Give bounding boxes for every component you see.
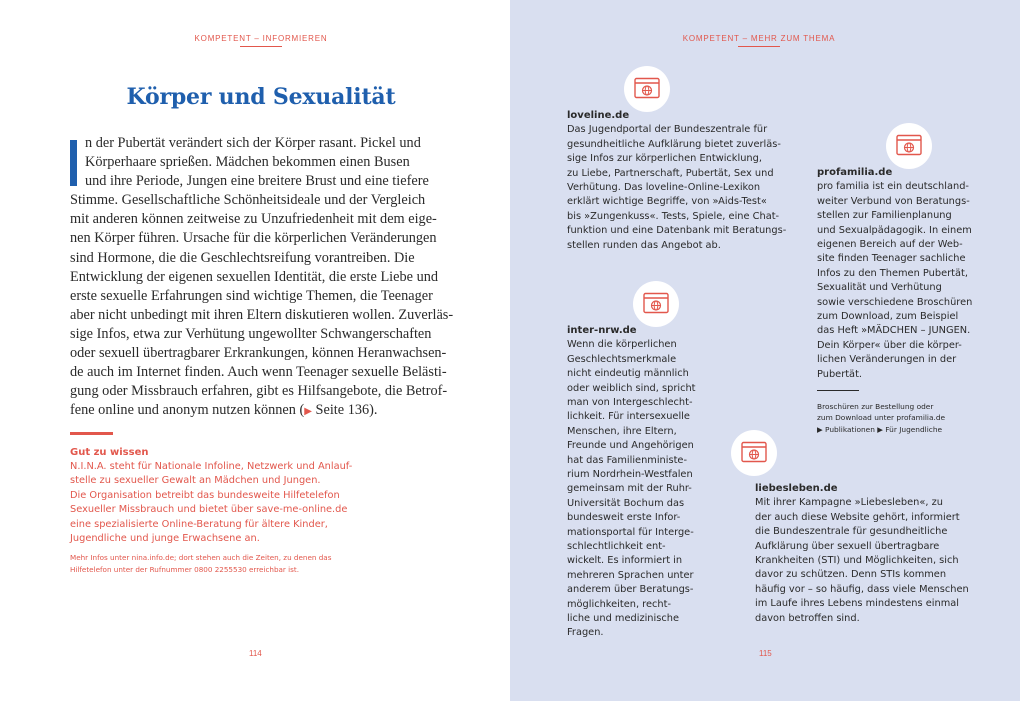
entry-line: Das Jugendportal der Bundeszentrale für xyxy=(567,124,768,136)
entry-line: mehreren Sprachen unter xyxy=(567,569,694,581)
body-line: aber nicht unbedingt mit ihren Eltern diskutieren wollen. Zuverläs- xyxy=(70,306,454,323)
body-line: oder sexuell übertragbarer Erkrankungen, können Heranwachsen- xyxy=(70,345,447,362)
body-line: und ihre Periode, Jungen eine breitere Brust und eine tiefere xyxy=(85,173,429,190)
body-line: n der Pubertät verändert sich der Körper rasant. Pickel und xyxy=(85,135,421,151)
running-head-rule xyxy=(240,46,282,47)
body-line-last: fene online und anonym nutzen können (▶ Seite 136). xyxy=(70,402,378,419)
entry-line: Universität Bochum das xyxy=(567,497,685,509)
page-number-left: 114 xyxy=(249,649,262,658)
note-line: ▶ Publikationen ▶ Für Jugendliche xyxy=(817,424,943,434)
entry-line: lichen Veränderungen in der xyxy=(817,354,957,366)
entry-line: bundesweit erste Infor- xyxy=(567,512,681,524)
entry-line: gesundheitliche Aufklärung bietet zuverläs- xyxy=(567,138,781,150)
info-box-footnote: Hilfetelefon unter der Rufnummer 0800 2255530 erreichbar ist. xyxy=(70,564,300,574)
body-line: Körperhaare sprießen. Mädchen bekommen einen Busen xyxy=(85,154,410,171)
entry-line: die Bundeszentrale für gesundheitliche xyxy=(755,526,948,538)
entry-line: funktion und eine Datenbank mit Beratungs- xyxy=(567,225,787,237)
entry-line: rium Nordrhein-Westfalen xyxy=(567,468,693,480)
entry-line: häufig vor – so häufig, dass viele Menschen xyxy=(755,583,969,595)
note-line: zum Download unter profamilia.de xyxy=(817,413,946,423)
browser-globe-icon xyxy=(731,430,777,476)
info-box-line: eine spezialisierte Online-Beratung für ältere Kinder, xyxy=(70,518,328,530)
body-line: gung oder Missbrauch erfahren, gibt es Hilfsangebote, die Betrof- xyxy=(70,383,448,400)
entry-liebesleben xyxy=(755,482,969,626)
entry-heading-link[interactable]: loveline.de xyxy=(567,110,630,121)
entry-line: davon betroffen sind. xyxy=(755,612,860,624)
entry-line: der auch diese Website gehört, informiert xyxy=(755,511,960,523)
entry-line: anderem über Beratungs- xyxy=(567,584,694,596)
entry-line: Aufklärung über sexuell übertragbare xyxy=(755,540,940,552)
entry-line: erklärt wichtige Begriffe, von »Aids-Test« xyxy=(567,196,767,208)
note-line: Broschüren zur Bestellung oder xyxy=(817,402,934,411)
entry-line: site finden Teenager sachliche xyxy=(817,253,966,265)
entry-line: oder weiblich sind, spricht xyxy=(567,382,696,394)
entry-line: pro familia ist ein deutschland- xyxy=(817,181,969,193)
entry-line: Menschen, ihre Eltern, xyxy=(567,425,677,437)
entry-line: bis »Zungenkuss«. Tests, Spiele, eine Chat- xyxy=(567,210,780,222)
entry-line: nicht eindeutig männlich xyxy=(567,368,689,380)
entry-line: gemeinsam mit der Ruhr- xyxy=(567,483,692,495)
entry-line: davor zu schützen. Denn STIs kommen xyxy=(755,569,947,581)
entry-line: lichkeit. Für intersexuelle xyxy=(567,411,690,423)
entry-line: möglichkeiten, recht- xyxy=(567,598,671,610)
info-box-gut-zu-wissen xyxy=(70,446,370,575)
browser-globe-icon xyxy=(886,123,932,169)
info-box-rule xyxy=(70,432,113,435)
entry-line: das Heft »MÄDCHEN – JUNGEN. xyxy=(817,325,971,337)
entry-line: eigenen Bereich auf der Web- xyxy=(817,238,963,250)
info-box-line: Sexueller Missbrauch und bietet über save-me-online.de xyxy=(70,504,348,516)
body-line: erste sexuelle Erfahrungen sind wichtige Themen, die Teenager xyxy=(70,287,433,304)
entry-line: und Sexualpädagogik. In einem xyxy=(817,224,972,236)
entry-line: sowie verschiedene Broschüren xyxy=(817,296,973,308)
entry-line: stellen runden das Angebot ab. xyxy=(567,239,721,251)
body-line: sind Hormone, die die Geschlechtsreifung vorantreiben. Die xyxy=(70,249,415,266)
entry-line: Krankheiten (STI) und Möglichkeiten, sich xyxy=(755,554,959,566)
entry-line: mationsportal für Interge- xyxy=(567,526,694,538)
entry-line: liche und medizinische xyxy=(567,613,679,625)
entry-heading-link[interactable]: profamilia.de xyxy=(817,167,893,178)
entry-line: Freunde und Angehörigen xyxy=(567,440,694,452)
entry-line: schlechtlichkeit ent- xyxy=(567,540,666,552)
page-ref-link[interactable]: Seite 136). xyxy=(311,402,378,419)
entry-line: Fragen. xyxy=(567,627,604,639)
entry-line: Wenn die körperlichen xyxy=(567,339,677,351)
entry-line: man von Intergeschlecht- xyxy=(567,396,693,408)
info-box-footnote: Mehr Infos unter nina.info.de; dort stehen auch die Zeiten, zu denen das xyxy=(70,553,332,563)
entry-inter-nrw xyxy=(567,324,696,641)
body-line: sige Infos, etwa zur Verhütung ungewollter Schwangerschaften xyxy=(70,325,432,342)
profamilia-note xyxy=(817,401,945,435)
info-box-line: Die Organisation betreibt das bundesweite Hilfetelefon xyxy=(70,489,340,501)
entry-line: im Laufe ihres Lebens mindestens einmal xyxy=(755,598,959,610)
entry-line: Verhütung. Das loveline-Online-Lexikon xyxy=(567,181,761,193)
entry-line: zu Liebe, Partnerschaft, Pubertät, Sex und xyxy=(567,167,774,179)
page-title: Körper und Sexualität xyxy=(126,84,396,110)
entry-line: Dein Körper« über die körper- xyxy=(817,339,962,351)
body-line: mit anderen können zeitweise zu Unzufriedenheit mit dem eige- xyxy=(70,211,437,228)
body-line: nen Körper führen. Ursache für die körperlichen Veränderungen xyxy=(70,230,437,247)
entry-line: hat das Familienministe- xyxy=(567,454,687,466)
entry-line: zum Download, zum Beispiel xyxy=(817,310,959,322)
entry-line: Geschlechtsmerkmale xyxy=(567,353,677,365)
entry-line: Pubertät. xyxy=(817,368,863,380)
entry-line: Mit ihrer Kampagne »Liebesleben«, zu xyxy=(755,497,943,509)
page-ref-arrow-icon: ▶ xyxy=(304,406,312,418)
entry-line: wickelt. Es informiert in xyxy=(567,555,683,567)
body-line: Entwicklung der eigenen sexuellen Identität, die erste Liebe und xyxy=(70,268,439,285)
entry-line: Sexualität und Verhütung xyxy=(817,282,942,294)
page-number-right: 115 xyxy=(759,649,772,658)
browser-globe-icon xyxy=(633,281,679,327)
entry-profamilia xyxy=(817,166,972,382)
body-line: de auch im Internet finden. Auch wenn Teenager sexuelle Belästi- xyxy=(70,364,447,381)
body-line: Stimme. Gesellschaftliche Schönheitsideale und der Vergleich xyxy=(70,192,426,209)
browser-globe-icon xyxy=(624,66,670,112)
info-box-line: N.I.N.A. steht für Nationale Infoline, Netzwerk und Anlauf- xyxy=(70,461,353,472)
running-head-left: KOMPETENT – INFORMIEREN xyxy=(0,34,522,47)
entry-line: Infos zu den Themen Pubertät, xyxy=(817,267,968,279)
body-text xyxy=(70,134,460,421)
info-box-line: Jugendliche und junge Erwachsene an. xyxy=(70,533,260,545)
running-head-right: KOMPETENT – MEHR ZUM THEMA xyxy=(640,34,878,47)
info-box-line: stelle zu sexueller Gewalt an Mädchen und Jungen. xyxy=(70,475,321,487)
entry-line: sige Infos zur körperlichen Entwicklung, xyxy=(567,153,762,165)
entry-heading-link[interactable]: liebesleben.de xyxy=(755,483,838,494)
entry-heading-link[interactable]: inter-nrw.de xyxy=(567,325,637,336)
running-head-rule xyxy=(738,46,780,47)
note-rule xyxy=(817,390,859,391)
entry-line: stellen zur Familienplanung xyxy=(817,210,952,222)
entry-line: weiter Verbund von Beratungs- xyxy=(817,195,970,207)
info-box-heading: Gut zu wissen xyxy=(70,447,149,458)
entry-loveline xyxy=(567,109,786,253)
